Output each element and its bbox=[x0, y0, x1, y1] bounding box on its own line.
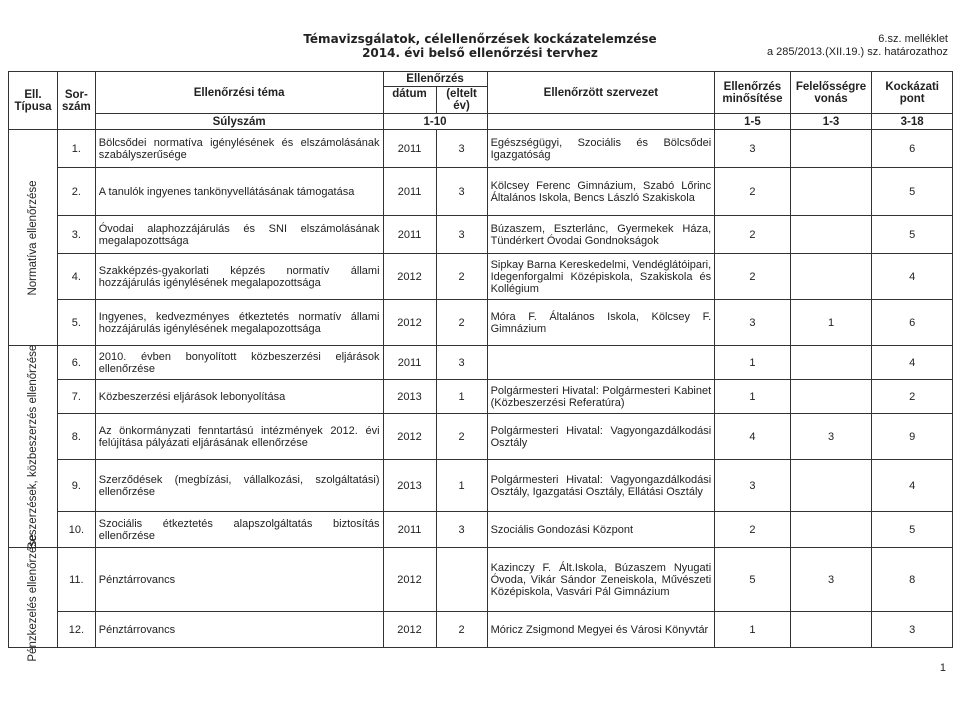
cell-no: 4. bbox=[57, 254, 95, 300]
cell-no: 6. bbox=[57, 346, 95, 380]
col-ellenorzes-label: Ellenőrzés bbox=[384, 72, 487, 87]
table-row bbox=[9, 548, 953, 612]
cell-datum: 2011 bbox=[383, 216, 436, 254]
cell-felelosseg: 3 bbox=[790, 548, 872, 612]
cell-datum: 2011 bbox=[383, 168, 436, 216]
cell-szervezet: Polgármesteri Hivatal: Vagyongazdálkodási Osztály, Igazgatási Osztály, Ellátási Osztály bbox=[487, 460, 715, 512]
cell-eltelt: 3 bbox=[436, 512, 487, 548]
cell-eltelt: 3 bbox=[436, 168, 487, 216]
weight-label: Súlyszám bbox=[95, 114, 383, 130]
page-number: 1 bbox=[939, 662, 946, 674]
cell-kockazati: 4 bbox=[872, 254, 953, 300]
cell-tema: Ingyenes, kedvezményes étkeztetés normatív állami hozzájárulás igénylésének megalapozottsága bbox=[95, 300, 383, 346]
section-beszerzes bbox=[9, 346, 58, 548]
cell-szervezet: Polgármesteri Hivatal: Vagyongazdálkodási Osztály bbox=[487, 414, 715, 460]
table-row bbox=[9, 300, 953, 346]
cell-felelosseg bbox=[790, 380, 872, 414]
cell-datum: 2012 bbox=[383, 548, 436, 612]
cell-minosites: 2 bbox=[715, 512, 791, 548]
cell-tema: Közbeszerzési eljárások lebonyolítása bbox=[95, 380, 383, 414]
col-kockazati: Kockázati pont bbox=[872, 72, 953, 114]
cell-datum: 2011 bbox=[383, 346, 436, 380]
cell-no: 2. bbox=[57, 168, 95, 216]
cell-szervezet: Kölcsey Ferenc Gimnázium, Szabó Lőrinc Általános Iskola, Bencs László Szakiskola bbox=[487, 168, 715, 216]
cell-datum: 2011 bbox=[383, 130, 436, 168]
col-tema: Ellenőrzési téma bbox=[95, 72, 383, 114]
cell-no: 3. bbox=[57, 216, 95, 254]
cell-datum: 2012 bbox=[383, 254, 436, 300]
cell-eltelt bbox=[436, 548, 487, 612]
cell-minosites: 5 bbox=[715, 548, 791, 612]
cell-eltelt: 3 bbox=[436, 346, 487, 380]
cell-felelosseg bbox=[790, 168, 872, 216]
cell-szervezet: Sipkay Barna Kereskedelmi, Vendéglátóipari, Idegenforgalmi Középiskola, Szakiskola és Kollégium bbox=[487, 254, 715, 300]
cell-felelosseg bbox=[790, 612, 872, 648]
cell-eltelt: 3 bbox=[436, 130, 487, 168]
cell-szervezet: Kazinczy F. Ált.Iskola, Búzaszem Nyugati Óvoda, Vikár Sándor Zeneiskola, Művészeti Középiskola, Vasvári Pál Gimnázium bbox=[487, 548, 715, 612]
cell-minosites: 1 bbox=[715, 612, 791, 648]
cell-szervezet: Búzaszem, Eszterlánc, Gyermekek Háza, Tündérkert Óvodai Gondnokságok bbox=[487, 216, 715, 254]
cell-szervezet: Móricz Zsigmond Megyei és Városi Könyvtár bbox=[487, 612, 715, 648]
cell-tema: Bölcsődei normatíva igénylésének és elszámolásának szabályszerűsége bbox=[95, 130, 383, 168]
document-subtitle: 2014. évi belső ellenőrzési tervhez bbox=[362, 46, 598, 60]
cell-minosites: 3 bbox=[715, 300, 791, 346]
cell-eltelt: 2 bbox=[436, 414, 487, 460]
table-row bbox=[9, 512, 953, 548]
cell-datum: 2011 bbox=[383, 512, 436, 548]
cell-eltelt: 2 bbox=[436, 300, 487, 346]
col-datum: dátum bbox=[384, 87, 437, 113]
cell-datum: 2012 bbox=[383, 414, 436, 460]
cell-kockazati: 4 bbox=[872, 346, 953, 380]
cell-minosites: 2 bbox=[715, 254, 791, 300]
cell-minosites: 3 bbox=[715, 460, 791, 512]
col-eltelt: (eltelt év) bbox=[446, 88, 477, 112]
cell-minosites: 2 bbox=[715, 168, 791, 216]
cell-tema: Szerződések (megbízási, vállalkozási, szolgáltatási) ellenőrzése bbox=[95, 460, 383, 512]
cell-tema: Pénztárrovancs bbox=[95, 548, 383, 612]
cell-kockazati: 4 bbox=[872, 460, 953, 512]
cell-tema: Az önkormányzati fenntartású intézmények 2012. évi felújítása pályázati eljárásának ellenőrzése bbox=[95, 414, 383, 460]
cell-szervezet: Egészségügyi, Szociális és Bölcsődei Igazgatóság bbox=[487, 130, 715, 168]
cell-datum: 2012 bbox=[383, 612, 436, 648]
col-ellenorzes-sub bbox=[384, 87, 487, 113]
cell-minosites: 4 bbox=[715, 414, 791, 460]
cell-eltelt: 1 bbox=[436, 460, 487, 512]
section-label: Normatíva ellenőrzése bbox=[26, 179, 39, 296]
cell-no: 5. bbox=[57, 300, 95, 346]
section-penzkezeles bbox=[9, 533, 58, 662]
col-sorszam: Sor-szám bbox=[57, 72, 95, 130]
cell-kockazati: 5 bbox=[872, 168, 953, 216]
cell-szervezet: Polgármesteri Hivatal: Polgármesteri Kabinet (Közbeszerzési Referatúra) bbox=[487, 380, 715, 414]
cell-no: 12. bbox=[57, 612, 95, 648]
section-label: Pénzkezelés ellenőrzése bbox=[26, 533, 39, 662]
table-row bbox=[9, 460, 953, 512]
table-row bbox=[9, 346, 953, 380]
cell-no: 11. bbox=[57, 548, 95, 612]
cell-felelosseg: 3 bbox=[790, 414, 872, 460]
cell-tema: Pénztárrovancs bbox=[95, 612, 383, 648]
cell-eltelt: 2 bbox=[436, 254, 487, 300]
cell-kockazati: 5 bbox=[872, 216, 953, 254]
section-label: Beszerzések, közbeszerzés ellenőrzése bbox=[26, 344, 39, 549]
cell-kockazati: 6 bbox=[872, 130, 953, 168]
col-ell-tipusa: Ell. Típusa bbox=[9, 72, 58, 130]
table-row bbox=[9, 612, 953, 648]
cell-tema: 2010. évben bonyolított közbeszerzési eljárások ellenőrzése bbox=[95, 346, 383, 380]
col-minosites: Ellenőrzés minősítése bbox=[715, 72, 791, 114]
cell-felelosseg: 1 bbox=[790, 300, 872, 346]
document-title: Témavizsgálatok, célellenőrzések kockázatelemzése bbox=[303, 32, 657, 46]
cell-minosites: 3 bbox=[715, 130, 791, 168]
table-row bbox=[9, 380, 953, 414]
annex-reference: a 285/2013.(XII.19.) sz. határozathoz bbox=[766, 46, 948, 58]
cell-no: 8. bbox=[57, 414, 95, 460]
cell-kockazati: 5 bbox=[872, 512, 953, 548]
cell-datum: 2013 bbox=[383, 460, 436, 512]
cell-no: 1. bbox=[57, 130, 95, 168]
cell-tema: Szakképzés-gyakorlati képzés normatív állami hozzájárulás igénylésének megalapozottsága bbox=[95, 254, 383, 300]
cell-kockazati: 2 bbox=[872, 380, 953, 414]
col-szervezet: Ellenőrzött szervezet bbox=[487, 72, 715, 114]
section-normativa bbox=[9, 130, 58, 346]
cell-datum: 2012 bbox=[383, 300, 436, 346]
cell-felelosseg bbox=[790, 460, 872, 512]
cell-kockazati: 3 bbox=[872, 612, 953, 648]
annex-label: 6.sz. melléklet bbox=[878, 33, 948, 45]
cell-no: 10. bbox=[57, 512, 95, 548]
cell-szervezet bbox=[487, 346, 715, 380]
cell-datum: 2013 bbox=[383, 380, 436, 414]
cell-kockazati: 6 bbox=[872, 300, 953, 346]
table-row bbox=[9, 254, 953, 300]
header-row bbox=[9, 72, 953, 114]
cell-felelosseg bbox=[790, 512, 872, 548]
cell-felelosseg bbox=[790, 216, 872, 254]
table-row bbox=[9, 168, 953, 216]
cell-felelosseg bbox=[790, 254, 872, 300]
table-row bbox=[9, 414, 953, 460]
weight-kockazati: 3-18 bbox=[872, 114, 953, 130]
weight-eltelt: 1-10 bbox=[383, 114, 487, 130]
cell-szervezet: Móra F. Általános Iskola, Kölcsey F. Gimnázium bbox=[487, 300, 715, 346]
weight-minosites: 1-5 bbox=[715, 114, 791, 130]
cell-felelosseg bbox=[790, 346, 872, 380]
cell-minosites: 1 bbox=[715, 380, 791, 414]
cell-eltelt: 2 bbox=[436, 612, 487, 648]
weight-empty bbox=[487, 114, 715, 130]
cell-kockazati: 9 bbox=[872, 414, 953, 460]
cell-kockazati: 8 bbox=[872, 548, 953, 612]
cell-eltelt: 1 bbox=[436, 380, 487, 414]
cell-minosites: 2 bbox=[715, 216, 791, 254]
weight-row bbox=[9, 114, 953, 130]
cell-minosites: 1 bbox=[715, 346, 791, 380]
weight-felelosseg: 1-3 bbox=[790, 114, 872, 130]
risk-table bbox=[8, 71, 953, 662]
col-ellenorzes bbox=[383, 72, 487, 114]
table-row bbox=[9, 130, 953, 168]
table-row bbox=[9, 216, 953, 254]
cell-no: 9. bbox=[57, 460, 95, 512]
cell-felelosseg bbox=[790, 130, 872, 168]
cell-tema: Szociális étkeztetés alapszolgáltatás biztosítás ellenőrzése bbox=[95, 512, 383, 548]
cell-eltelt: 3 bbox=[436, 216, 487, 254]
cell-szervezet: Szociális Gondozási Központ bbox=[487, 512, 715, 548]
col-felelosseg: Felelősségre vonás bbox=[790, 72, 872, 114]
cell-tema: A tanulók ingyenes tankönyvellátásának támogatása bbox=[95, 168, 383, 216]
cell-no: 7. bbox=[57, 380, 95, 414]
cell-tema: Óvodai alaphozzájárulás és SNI elszámolásának megalapozottsága bbox=[95, 216, 383, 254]
